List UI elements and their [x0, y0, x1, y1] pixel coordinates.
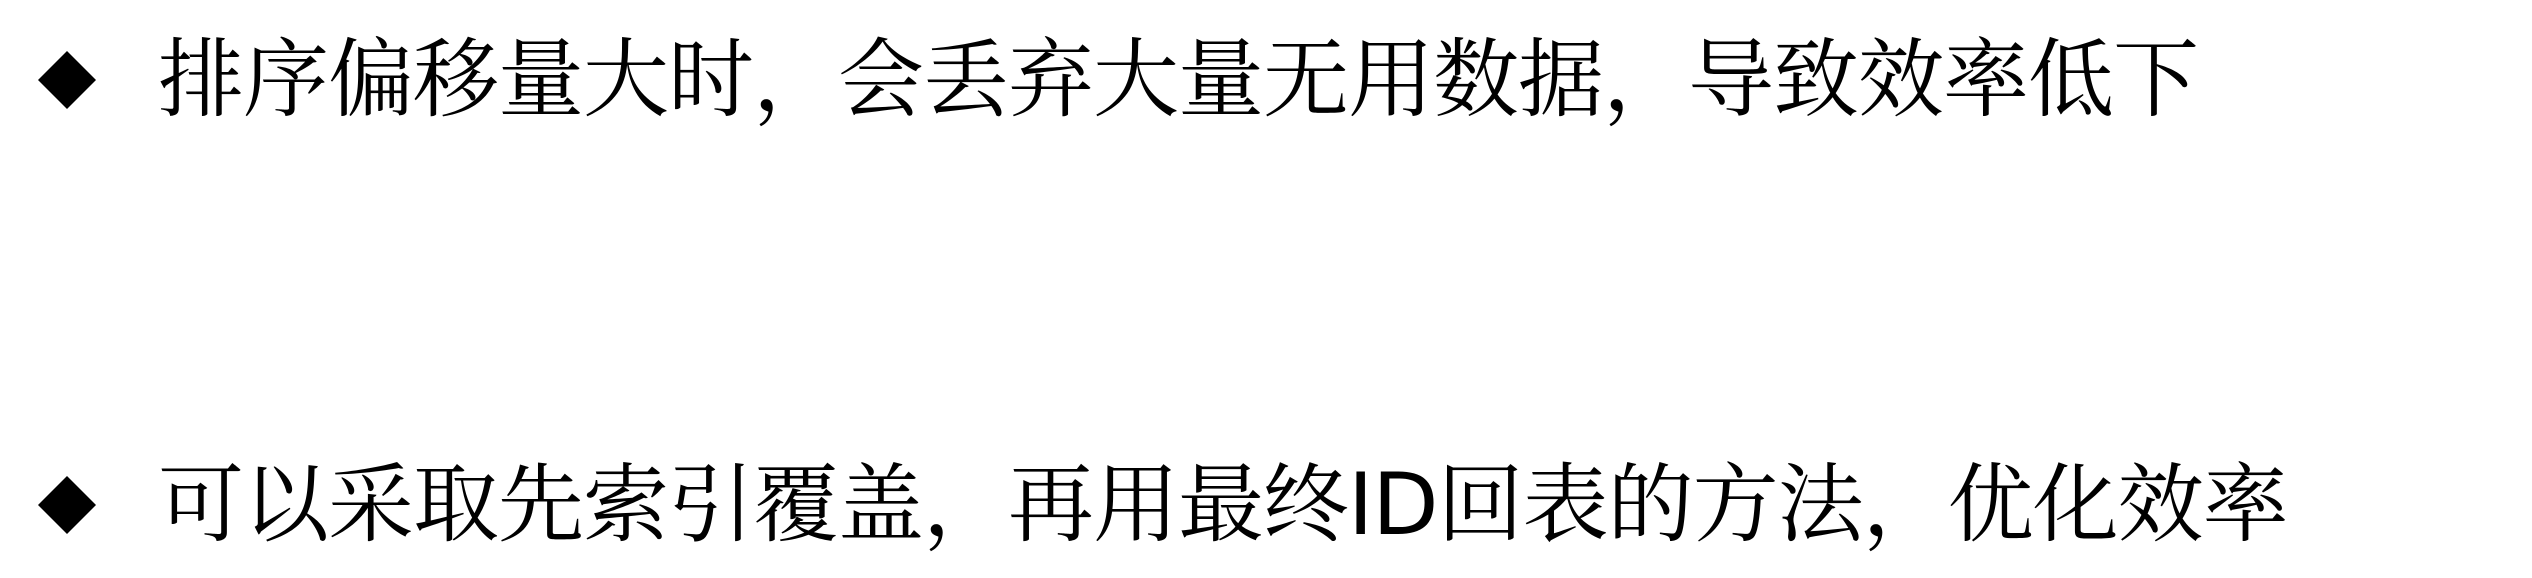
bullet-text: 排序偏移量大时，会丢弃大量无用数据，导致效率低下 — [158, 30, 2198, 130]
diamond-bullet-icon — [38, 51, 96, 109]
bullet-point-1 — [38, 30, 2198, 130]
diamond-bullet-icon — [38, 476, 96, 534]
bullet-point-2 — [38, 455, 2288, 555]
bullet-text: 可以采取先索引覆盖，再用最终ID回表的方法，优化效率 — [158, 455, 2288, 555]
